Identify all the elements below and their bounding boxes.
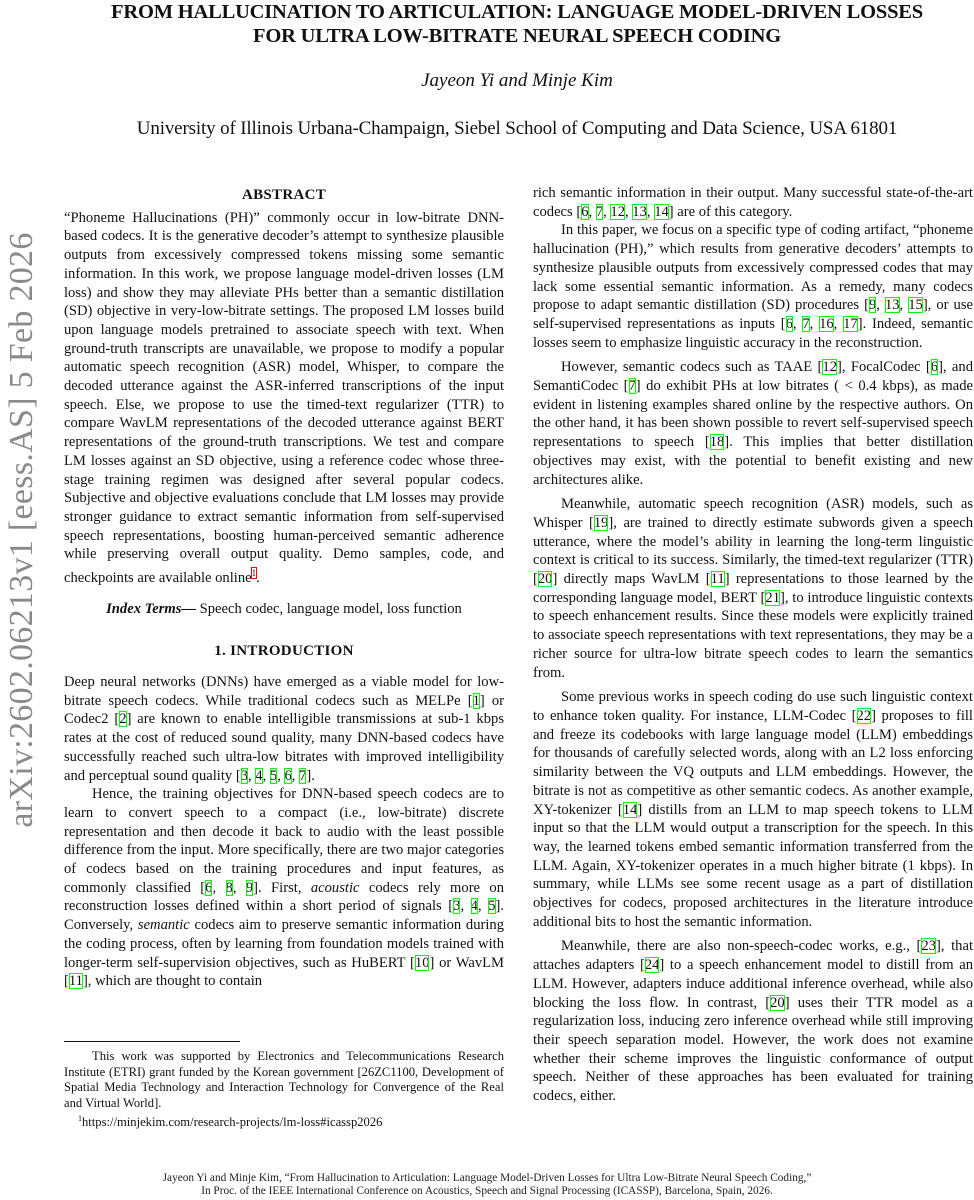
citation-link[interactable]: 3	[240, 767, 248, 784]
intro-paragraph-7: Meanwhile, there are also non-speech-codec works, e.g., [23], that attaches adapters [24] to a speech enhancement model to distill from an LLM. However, adapters induce additional inference overhead, while also blocking the loss flow. In contrast, [20] uses their TTR model as a regularization loss, inducing zero inference overhead while still improving their speech separation model. However, the work does not examine whether their scheme improves the linguistic conformance of output speech. Neither of these approaches has been evaluated for training codecs, either.	[533, 938, 973, 1105]
footnote-link-1[interactable]: 1	[251, 568, 257, 579]
citation-link[interactable]: 20	[537, 571, 553, 588]
right-column	[533, 184, 973, 1106]
intro-paragraph-5: Meanwhile, automatic speech recognition (ASR) models, such as Whisper [19], are trained to directly estimate subwords given a speech utterance, where the model’s ability in learning the long-term linguistic context is critical to its success. Similarly, the timed-text regularizer (TTR) [20] directly maps WavLM [11] representations to those learned by the corresponding language model, BERT [21], to introduce linguistic contexts to speech enhancement results. Since these models were explicitly trained to associate speech representations with text representations, they may be a richer source for ultra-low bitrate speech codes to learn the semantics from.	[533, 496, 974, 681]
affiliation: University of Illinois Urbana-Champaign, Siebel School of Computing and Data Science, USA 61801	[136, 118, 898, 139]
citation-link[interactable]: 4	[470, 898, 478, 915]
index-terms-text: Speech codec, language model, loss function	[196, 600, 462, 617]
citation-link[interactable]: 21	[765, 589, 780, 606]
citation-link[interactable]: 14	[622, 801, 638, 818]
index-terms-label: Index Terms—	[106, 600, 196, 617]
citation-link[interactable]: 15	[908, 297, 923, 314]
intro-paragraph-6: Some previous works in speech coding do use such linguistic context to enhance token quality. For instance, LLM-Codec [22] proposes to fill and freeze its codebooks with large language model (LLM) embeddings for thousands of carefully selected words, along with an L2 loss enforcing similarity between the VQ outputs and LLM embeddings. However, the bitrate is not as competitive as other semantic codecs. As another example, XY-tokenizer [14] distills from an LLM to map speech tokens to LLM input so that the LLM would output a transcription for the speech. In this way, the learned tokens embed semantic information transferred from the LLM. Again, XY-tokenizer operates in a much higher bitrate (1 kbps). In summary, while LLMs see some recent usage as a part of distillation objectives for codecs, proposed architectures in the literature introduce additional bits to host the semantic information.	[533, 689, 973, 930]
citation-link[interactable]: 7	[802, 315, 810, 332]
citation-link[interactable]: 8	[225, 879, 233, 896]
authors: Jayeon Yi and Minje Kim	[421, 70, 613, 91]
abstract-text: “Phoneme Hallucinations (PH)” commonly occur in low-bitrate DNN-based codecs. It is the generative decoder’s attempt to synthesize plausible outputs from excessively compressed tokens missing some semantic information. In this work, we propose language model-driven losses (LM loss) and show they may alleviate PHs better than a semantic distillation (SD) objective in very-low-bitrate settings. The proposed LM losses build upon language models pretrained to associate speech with text. When ground-truth transcripts are unavailable, we propose to modify a popular automatic speech recognition (ASR) model, Whisper, to compare the decoded utterance against the ASR-inferred transcriptions of the input speech. Else, we propose to use the timed-text regularizer (TTR) to compare WavLM representations of the decoded utterance against BERT representations of the ground-truth transcriptions. We test and compare LM losses against an SD objective, using a reference codec whose three-stage training regimen was designed after several popular codecs. Subjective and objective evaluations conclude that LM losses may provide stronger guidance to extract semantic information from self-supervised speech representations, boosting human-perceived semantic adherence while preserving overall output quality. Demo samples, code, and checkpoints are available online$^1$.	[64, 209, 504, 586]
funding-footnote: This work was supported by Electronics and Telecommunications Research Institute (ETRI) grant funded by the Korean government [26ZC1100, Development of Spatial Media Technology and Interaction Technology for Convergence of the Real and Virtual World].	[64, 1049, 504, 1110]
index-terms	[64, 600, 504, 619]
citation-link[interactable]: 1	[472, 692, 480, 709]
citation-link[interactable]: 20	[770, 994, 785, 1011]
intro-paragraph-3: In this paper, we focus on a specific type of coding artifact, “phoneme hallucination (PH),” which results from generative decoders’ attempts to synthesize plausible outputs from excessively compressed codes that may lack some essential semantic information. As a remedy, many codecs propose to adapt semantic distillation (SD) procedures [9, 13, 15], or use self-supervised representations as inputs [6, 7, 16, 17]. Indeed, semantic losses seem to emphasize linguistic accuracy in the reconstruction.	[533, 222, 974, 351]
citation-link[interactable]: 6	[785, 315, 793, 332]
citation-link[interactable]: 23	[921, 938, 936, 955]
citation-link[interactable]: 6	[581, 203, 589, 220]
citation-link[interactable]: 14	[654, 203, 669, 220]
citation-footer-line-2: In Proc. of the IEEE International Conference on Acoustics, Speech and Signal Processing (ICASSP), Barcelona, Spain, 2026.	[201, 1185, 773, 1197]
abstract-heading: ABSTRACT	[241, 187, 327, 203]
citation-link[interactable]: 24	[644, 957, 660, 974]
intro-paragraph-2-continued: rich semantic information in their output. Many successful state-of-the-art codecs [6, 7, 12, 13, 14] are of this category.	[533, 185, 973, 220]
intro-paragraph-1: Deep neural networks (DNNs) have emerged as a viable model for low-bitrate speech codecs. While traditional codecs such as MELPe [1] or Codec2 [2] are known to enable intelligible transmissions at sub-1 kbps rates at the cost of reduced sound quality, many DNN-based codecs have successfully reached such ultra-low bitrates with improved intelligibility and perceptual sound quality [3, 4, 5, 6, 7].	[64, 674, 504, 784]
paper-title	[60, 0, 974, 48]
citation-link[interactable]: 2	[119, 711, 127, 728]
citation-link[interactable]: 11	[68, 973, 83, 990]
citation-link[interactable]: 6	[930, 359, 939, 376]
citation-link[interactable]: 7	[299, 767, 307, 784]
footnote-rule	[64, 1041, 240, 1048]
citation-footer-line-1: Jayeon Yi and Minje Kim, “From Hallucination to Articulation: Language Model-Driven Losses for Ultra Low-Bitrate Neural Speech Coding,”	[162, 1172, 812, 1184]
citation-link[interactable]: 6	[205, 879, 213, 896]
citation-link[interactable]: 3	[453, 898, 461, 915]
title-line-1: FROM HALLUCINATION TO ARTICULATION: LANGUAGE MODEL-DRIVEN LOSSES	[111, 1, 923, 23]
intro-paragraph-4: However, semantic codecs such as TAAE [12], FocalCodec [6], and SemantiCodec [7] do exhibit PHs at low bitrates ( < 0.4 kbps), as made evident in listening examples shared online by the respective authors. On the other hand, it has been shown possible to revert self-supervised speech representations to speech [18]. This implies that better distillation objectives may exist, with the potential to benefit existing and new architectures alike.	[533, 359, 974, 488]
citation-link[interactable]: 17	[843, 315, 858, 332]
footnotes	[64, 1049, 504, 1131]
citation-link[interactable]: 6	[284, 767, 292, 784]
arxiv-stamp: arXiv:2602.06213v1 [eess.AS] 5 Feb 2026	[3, 232, 40, 828]
citation-link[interactable]: 7	[628, 378, 636, 395]
citation-link[interactable]: 19	[593, 514, 609, 531]
citation-link[interactable]: 9	[245, 879, 254, 896]
citation-link[interactable]: 18	[709, 434, 725, 451]
citation-link[interactable]: 13	[632, 203, 647, 220]
citation-link[interactable]: 12	[610, 203, 625, 220]
citation-link[interactable]: 22	[856, 707, 872, 724]
left-column	[64, 186, 504, 991]
intro-paragraph-2: Hence, the training objectives for DNN-based speech codecs are to learn to convert speech to a compact (i.e., low-bitrate) discrete representation and then decode it back to audio with the least possible difference from the input. More specifically, there are two major categories of codecs based on the training procedures and input features, as commonly classified [6, 8, 9]. First, acoustic codecs rely more on reconstruction losses defined within a short period of signals [3, 4, 5]. Conversely, semantic codecs aim to preserve semantic information during the coding process, often by learning from foundation models trained with longer-term self-supervision objectives, such as HuBERT [10] or WavLM [11], which are thought to contain	[64, 786, 505, 990]
citation-link[interactable]: 16	[819, 315, 834, 332]
citation-footer	[0, 1172, 974, 1198]
introduction-heading: 1. INTRODUCTION	[214, 643, 354, 660]
citation-link[interactable]: 4	[255, 767, 263, 784]
citation-link[interactable]: 9	[868, 297, 877, 314]
footnote-1: $^1$https://minjekim.com/research-projects/lm-loss#icassp2026	[78, 1114, 383, 1130]
citation-link[interactable]: 7	[595, 203, 604, 220]
footnote-1-url[interactable]: https://minjekim.com/research-projects/lm-loss#icassp2026	[82, 1115, 383, 1130]
citation-link[interactable]: 5	[488, 898, 496, 915]
title-line-2: FOR ULTRA LOW-BITRATE NEURAL SPEECH CODING	[253, 25, 781, 47]
citation-link[interactable]: 11	[710, 571, 725, 588]
citation-link[interactable]: 12	[822, 359, 838, 376]
citation-link[interactable]: 13	[884, 297, 900, 314]
citation-link[interactable]: 10	[414, 954, 430, 971]
citation-link[interactable]: 5	[269, 767, 278, 784]
